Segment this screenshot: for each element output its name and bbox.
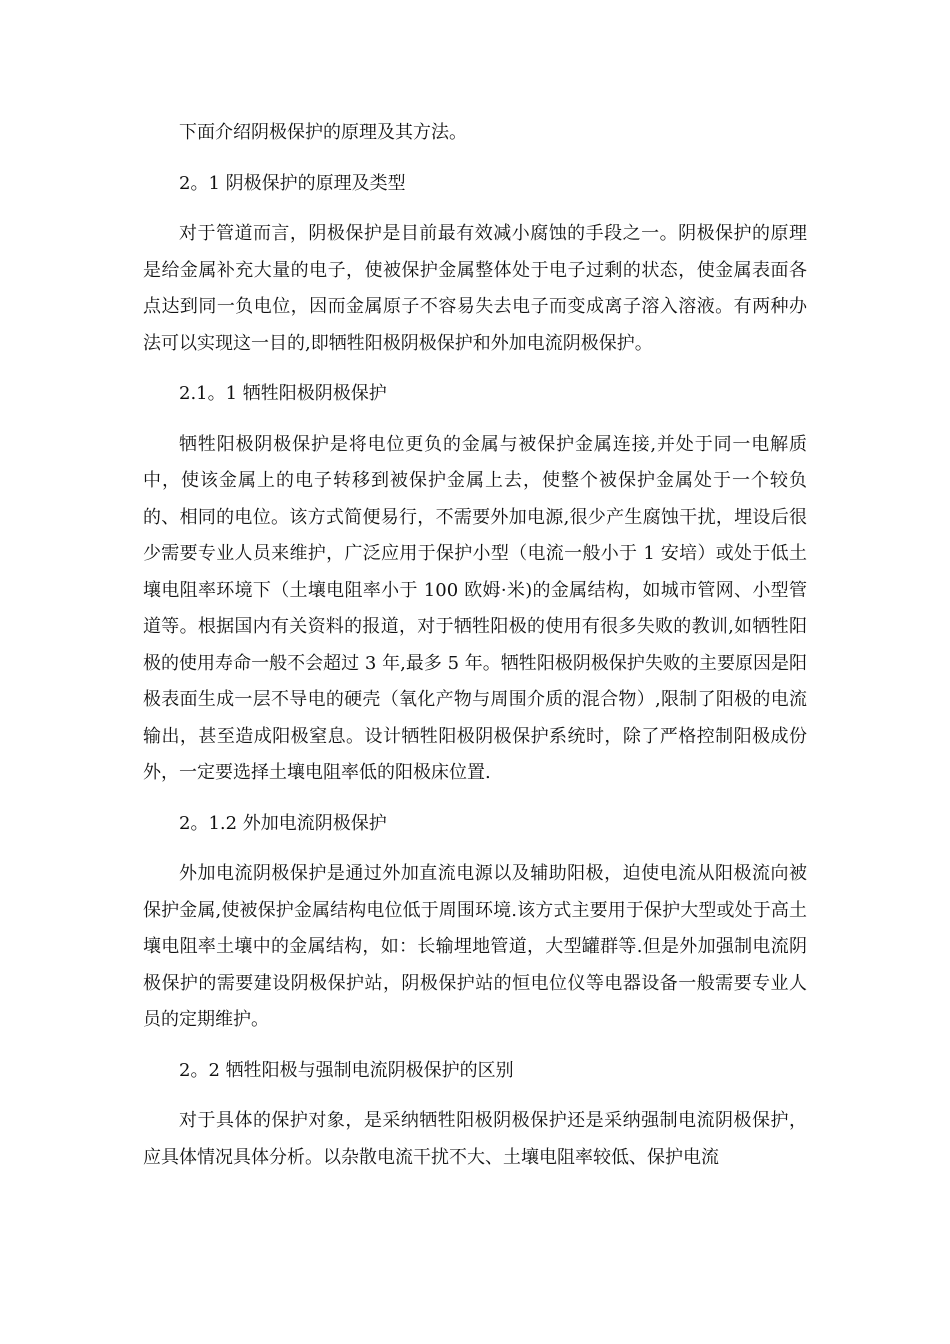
section-heading-2-1-1: 2.1。1 牺牲阳极阴极保护 [179,383,387,404]
intro-paragraph: 下面介绍阴极保护的原理及其方法。 [179,122,467,143]
sacrificial-anode-paragraph: 牺牲阳极阴极保护是将电位更负的金属与被保护金属连接,并处于同一电解质中，使该金属上的电子转移到被保护金属上去，使整个被保护金属处于一个较负的、相同的电位。该方式简便易行，不需要外加电源,很少产生腐蚀干扰，埋设后很少需要专业人员来维护，广泛应用于保护小型（电流一般小于 1 安培）或处于低土壤电阻率环境下（土壤电阻率小于 100 欧姆·米)的金属结构，如城市管网、小型管道等。根据国内有关资料的报道，对于牺牲阳极的使用有很多失败的教训,如牺牲阳极的使用寿命一般不会超过 3 年,最多 5 年。牺牲阳极阴极保护失败的主要原因是阳极表面生成一层不导电的硬壳（氧化产物与周围介质的混合物）,限制了阳极的电流输出，甚至造成阳极窒息。设计牺牲阳极阴极保护系统时，除了严格控制阳极成份外，一定要选择土壤电阻率低的阳极床位置. [143,433,807,783]
section-heading-2-2: 2。2 牺牲阳极与强制电流阴极保护的区别 [179,1059,514,1081]
principle-paragraph: 对于管道而言，阴极保护是目前最有效减小腐蚀的手段之一。阴极保护的原理是给金属补充大量的电子，使被保护金属整体处于电子过剩的状态，使金属表面各点达到同一负电位，因而金属原子不容易失去电子而变成离子溶入溶液。有两种办法可以实现这一目的,即牺牲阳极阴极保护和外加电流阴极保护。 [143,223,807,354]
comparison-paragraph: 对于具体的保护对象，是采纳牺牲阳极阴极保护还是采纳强制电流阴极保护，应具体情况具体分析。以杂散电流干扰不大、土壤电阻率较低、保护电流 [143,1110,807,1168]
section-heading-2-1: 2。1 阴极保护的原理及类型 [179,172,406,194]
section-heading-2-1-2: 2。1.2 外加电流阴极保护 [179,812,387,834]
impressed-current-paragraph: 外加电流阴极保护是通过外加直流电源以及辅助阳极，迫使电流从阳极流向被保护金属,使被保护金属结构电位低于周围环境.该方式主要用于保护大型或处于高土壤电阻率土壤中的金属结构，如：长输埋地管道，大型罐群等.但是外加强制电流阴极保护的需要建设阴极保护站，阴极保护站的恒电位仪等电器设备一般需要专业人员的定期维护。 [143,863,807,1030]
